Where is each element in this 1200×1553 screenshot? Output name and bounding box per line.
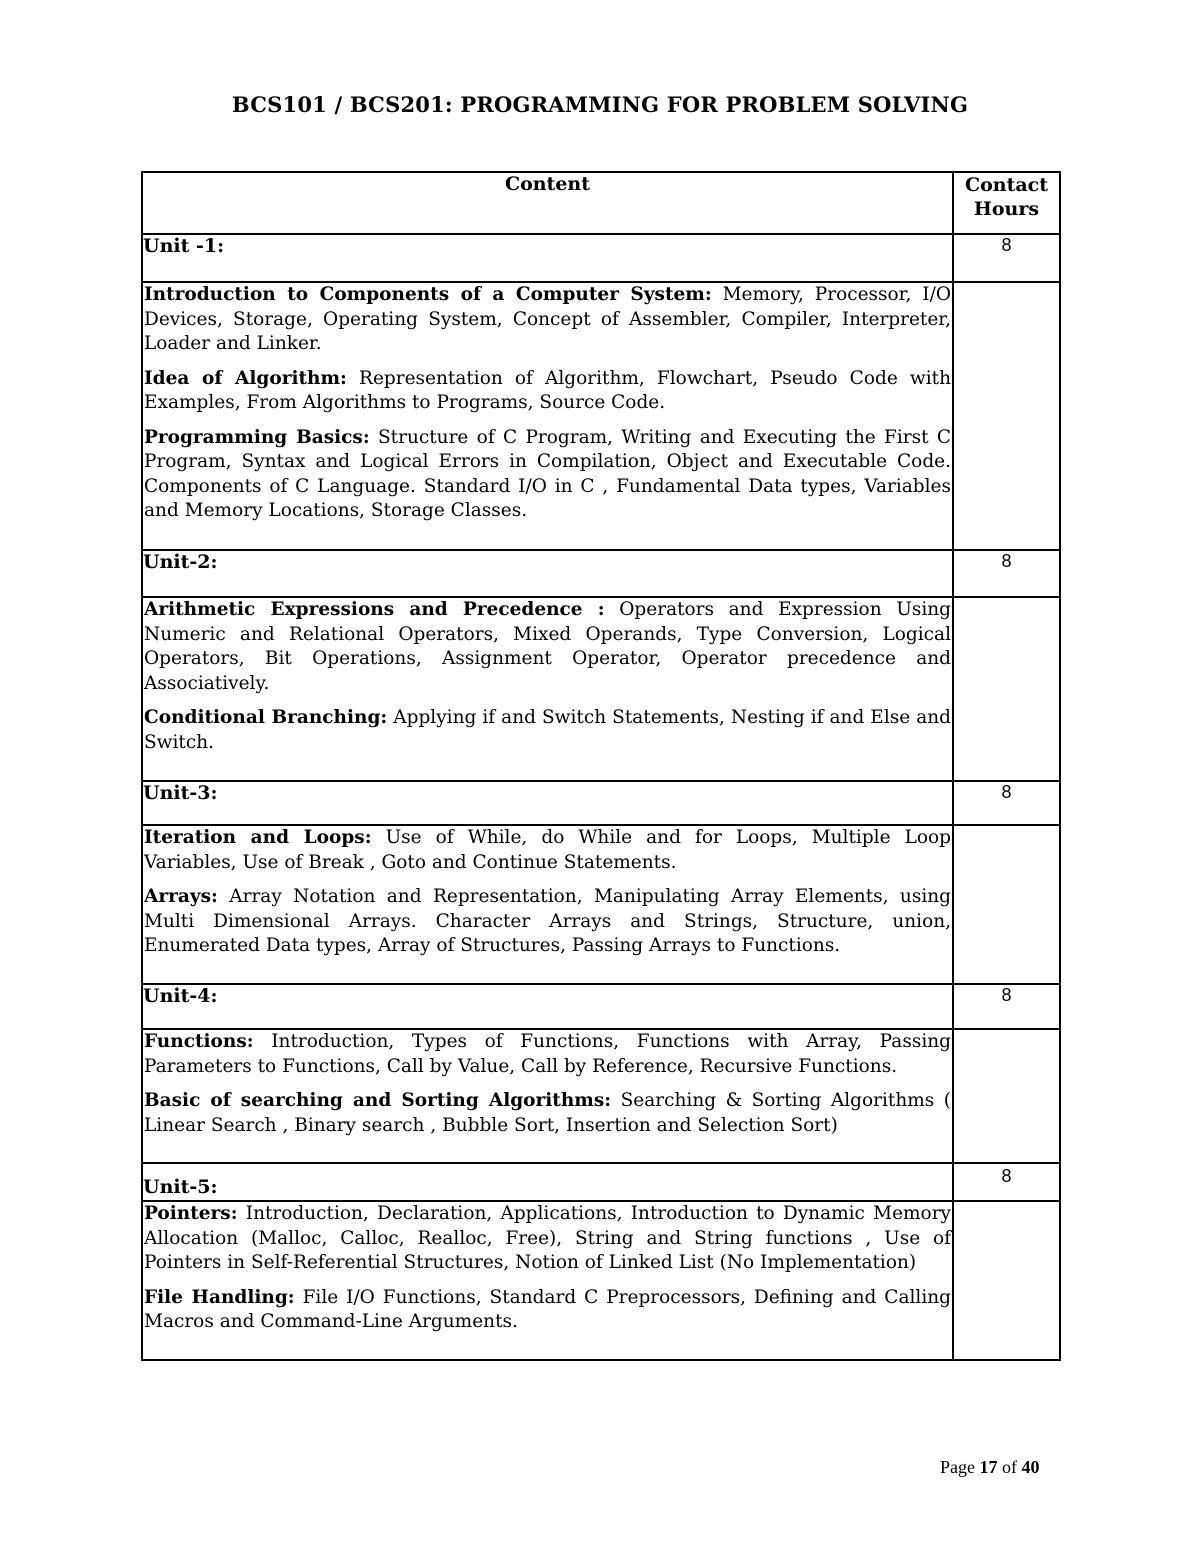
topic-heading: Arithmetic Expressions and Precedence : [144,599,605,620]
hours-blank-cell [953,1029,1060,1163]
topic-heading: Introduction to Components of a Computer System: [144,284,712,305]
unit-hours: 8 [953,781,1060,825]
topic-text: Applying if and Switch Statements, Nesting if and Else and Switch. [144,707,951,753]
units-body [142,234,1060,1360]
contact-hours-header-line2: Hours [973,198,1040,220]
unit-label: Unit -1: [142,234,953,282]
topic-text: Operators and Expression Using Numeric and Relational Operators, Mixed Operands, Type Conversion, Logical Operators, Bit Operations, Assignment Operator, Operator precedence and Associatively. [144,599,952,694]
page-word: Page [940,1457,980,1477]
topic-heading: Arrays: [144,886,218,907]
hours-blank-cell [953,1201,1060,1360]
topic-paragraph [143,1286,952,1335]
unit-hours: 8 [953,234,1060,282]
topic-text: Searching & Sorting Algorithms ( Linear Search , Binary search , Bubble Sort, Insertion and Selection Sort) [144,1090,952,1136]
topic-text: File I/O Functions, Standard C Preprocessors, Defining and Calling Macros and Command-Line Arguments. [144,1286,951,1332]
hours-blank-cell [953,282,1060,550]
topic-heading: Functions: [144,1031,254,1052]
topic-text: Structure of C Program, Writing and Executing the First C Program, Syntax and Logical Errors in Compilation, Object and Executable Code. Components of C Language. Standard I/O in C , Fundamental Data types, Variables and Memory Locations, Storage Classes. [144,426,951,521]
unit-row [142,984,1060,1029]
hours-blank-cell [953,597,1060,781]
page-current: 17 [979,1457,998,1477]
topic-heading: Programming Basics: [144,426,370,448]
unit-hours: 8 [953,984,1060,1029]
topic-text: Use of While, do While and for Loops, Multiple Loop Variables, Use of Break , Goto and Continue Statements. [144,827,951,873]
unit-row [142,781,1060,825]
topic-paragraph [143,706,952,755]
topic-paragraph [143,598,952,696]
topic-paragraph [143,283,952,357]
unit-content [142,1201,953,1360]
topic-heading: Idea of Algorithm: [144,367,347,389]
topic-paragraph [143,1089,952,1138]
unit-label: Unit-3: [142,781,953,825]
page-number [940,1457,1040,1478]
table-header-row [142,172,1060,234]
unit-label: Unit-4: [142,984,953,1029]
syllabus-table [141,171,1061,1361]
unit-content-row [142,825,1060,984]
topic-paragraph [143,1202,952,1276]
unit-label: Unit-5: [142,1163,953,1201]
topic-heading: Conditional Branching: [144,707,388,728]
unit-hours: 8 [953,1163,1060,1201]
topic-paragraph [143,367,952,416]
unit-row [142,234,1060,282]
hours-blank-cell [953,825,1060,984]
unit-row [142,550,1060,597]
unit-content [142,825,953,984]
topic-text: Array Notation and Representation, Manipulating Array Elements, using Multi Dimensional Arrays. Character Arrays and Strings, Structure, union, Enumerated Data types, Array of Structures, Passing Arrays to Functions. [144,886,951,956]
topic-text: Introduction, Types of Functions, Functions with Array, Passing Parameters to Functions, Call by Value, Call by Reference, Recursive Functions. [144,1031,951,1077]
contact-hours-header-line1: Contact [964,174,1049,196]
document-title: BCS101 / BCS201: PROGRAMMING FOR PROBLEM SOLVING [231,92,969,117]
topic-heading: Pointers: [144,1203,238,1224]
topic-heading: File Handling: [144,1286,295,1308]
contact-hours-column-header [953,172,1060,234]
unit-content-row [142,1201,1060,1360]
unit-content [142,1029,953,1163]
unit-hours: 8 [953,550,1060,597]
unit-content-row [142,597,1060,781]
topic-paragraph [143,885,952,959]
unit-content-row [142,1029,1060,1163]
topic-heading: Basic of searching and Sorting Algorithms: [144,1090,612,1111]
unit-row [142,1163,1060,1201]
topic-heading: Iteration and Loops: [144,827,372,848]
page-total: 40 [1021,1457,1040,1477]
unit-content [142,282,953,550]
topic-paragraph [143,426,952,524]
unit-content-row [142,282,1060,550]
content-column-header: Content [142,172,953,234]
page-of: of [997,1457,1022,1477]
topic-text: Representation of Algorithm, Flowchart, Pseudo Code with Examples, From Algorithms to Programs, Source Code. [144,367,952,413]
topic-paragraph [143,826,952,875]
unit-label: Unit-2: [142,550,953,597]
unit-content [142,597,953,781]
topic-text: Memory, Processor, I/O Devices, Storage, Operating System, Concept of Assembler, Compiler, Interpreter, Loader and Linker. [144,284,951,354]
topic-paragraph [143,1030,952,1079]
topic-text: Introduction, Declaration, Applications, Introduction to Dynamic Memory Allocation (Malloc, Calloc, Realloc, Free), String and String functions , Use of Pointers in Self-Referential Structures, Notion of Linked List (No Implementation) [144,1203,951,1273]
